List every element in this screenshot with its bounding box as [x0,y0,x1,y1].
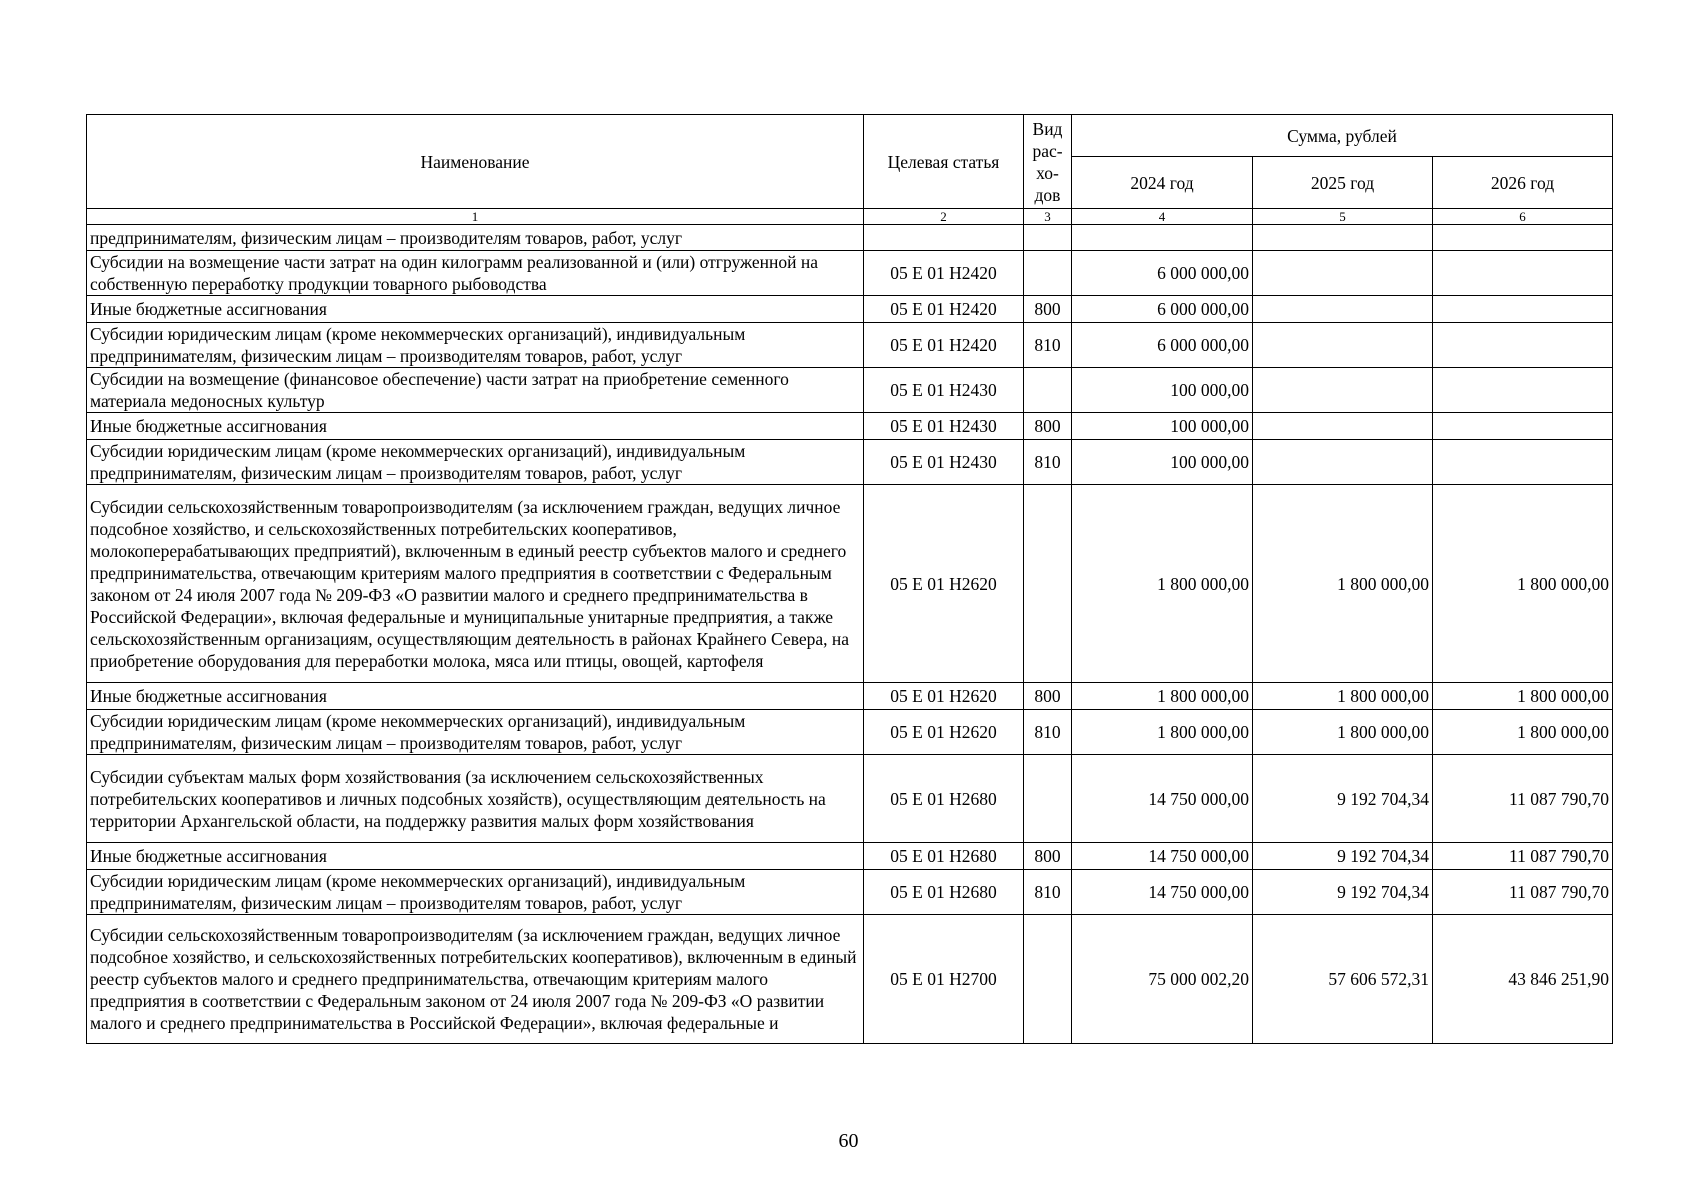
row-target-article: 05 Е 01 Н2620 [864,485,1024,683]
row-name: Субсидии юридическим лицам (кроме некоммерческих организаций), индивидуальным предпринимателям, физическим лицам – производителям товаров, работ, услуг [87,710,864,755]
column-number: 2 [864,209,1024,225]
row-name: Субсидии сельскохозяйственным товаропроизводителям (за исключением граждан, ведущих личное подсобное хозяйство, и сельскохозяйственных потребительских кооперативов, молокоперерабатывающих предприятий), включенным в единый реестр субъектов малого и среднего предпринимательства, отвечающим критериям малого предприятия в соответствии с Федеральным законом от 24 июля 2007 года № 209-ФЗ «О развитии малого и среднего предпринимательства в Российской Федерации», включая федеральные и муниципальные унитарные предприятия, а также сельскохозяйственным организациям, осуществляющим деятельность в районах Крайнего Севера, на приобретение оборудования для переработки молока, мяса или птицы, овощей, картофеля [87,485,864,683]
row-amount-2024: 14 750 000,00 [1072,843,1253,870]
row-name: предпринимателям, физическим лицам – производителям товаров, работ, услуг [87,225,864,251]
row-target-article: 05 Е 01 Н2680 [864,843,1024,870]
row-name: Субсидии сельскохозяйственным товаропроизводителям (за исключением граждан, ведущих личное подсобное хозяйство, и сельскохозяйственных потребительских кооперативов), включенным в единый реестр субъектов малого и среднего предпринимательства, отвечающим критериям малого предприятия в соответствии с Федеральным законом от 24 июля 2007 года № 209-ФЗ «О развитии малого и среднего предпринимательства в Российской Федерации», включая федеральные и [87,915,864,1044]
row-amount-2024: 75 000 002,20 [1072,915,1253,1044]
row-expense-type [1024,485,1072,683]
table-row [87,755,1613,843]
row-amount-2025 [1253,413,1433,440]
row-name: Субсидии юридическим лицам (кроме некоммерческих организаций), индивидуальным предпринимателям, физическим лицам – производителям товаров, работ, услуг [87,440,864,485]
row-amount-2026: 1 800 000,00 [1433,683,1613,710]
row-amount-2025 [1253,323,1433,368]
column-number: 4 [1072,209,1253,225]
row-amount-2026: 11 087 790,70 [1433,870,1613,915]
row-target-article: 05 Е 01 Н2430 [864,440,1024,485]
row-amount-2024: 6 000 000,00 [1072,296,1253,323]
row-expense-type: 810 [1024,440,1072,485]
row-target-article: 05 Е 01 Н2700 [864,915,1024,1044]
row-expense-type [1024,368,1072,413]
column-number-row [87,209,1613,225]
row-amount-2026 [1433,296,1613,323]
row-amount-2025: 1 800 000,00 [1253,683,1433,710]
table-row [87,225,1613,251]
row-amount-2026 [1433,413,1613,440]
row-expense-type [1024,755,1072,843]
row-amount-2024 [1072,225,1253,251]
row-target-article: 05 Е 01 Н2680 [864,755,1024,843]
row-amount-2025 [1253,368,1433,413]
row-name: Субсидии юридическим лицам (кроме некоммерческих организаций), индивидуальным предпринимателям, физическим лицам – производителям товаров, работ, услуг [87,870,864,915]
table-row [87,413,1613,440]
table-header [87,115,1613,225]
row-amount-2024: 100 000,00 [1072,368,1253,413]
row-name: Субсидии юридическим лицам (кроме некоммерческих организаций), индивидуальным предпринимателям, физическим лицам – производителям товаров, работ, услуг [87,323,864,368]
row-amount-2025 [1253,296,1433,323]
row-amount-2025 [1253,251,1433,296]
table-body [87,225,1613,1044]
header-year-2025: 2025 год [1253,157,1433,209]
table-row [87,440,1613,485]
row-amount-2024: 1 800 000,00 [1072,710,1253,755]
row-amount-2026 [1433,368,1613,413]
column-number: 6 [1433,209,1613,225]
row-amount-2026 [1433,225,1613,251]
row-target-article: 05 Е 01 Н2620 [864,710,1024,755]
header-target-article: Целевая статья [864,115,1024,209]
row-target-article: 05 Е 01 Н2430 [864,413,1024,440]
header-year-2026: 2026 год [1433,157,1613,209]
row-target-article: 05 Е 01 Н2420 [864,296,1024,323]
row-amount-2025: 9 192 704,34 [1253,755,1433,843]
row-expense-type [1024,251,1072,296]
row-expense-type [1024,915,1072,1044]
row-amount-2026 [1433,251,1613,296]
row-amount-2025: 57 606 572,31 [1253,915,1433,1044]
row-target-article: 05 Е 01 Н2420 [864,323,1024,368]
header-name: Наименование [87,115,864,209]
column-number: 5 [1253,209,1433,225]
row-amount-2025: 9 192 704,34 [1253,870,1433,915]
row-target-article: 05 Е 01 Н2430 [864,368,1024,413]
row-name: Иные бюджетные ассигнования [87,413,864,440]
row-expense-type: 810 [1024,870,1072,915]
row-expense-type: 810 [1024,323,1072,368]
header-expense-type: Вид рас- хо- дов [1024,115,1072,209]
row-amount-2025: 1 800 000,00 [1253,710,1433,755]
row-name: Субсидии на возмещение части затрат на один килограмм реализованной и (или) отгруженной на собственную переработку продукции товарного рыбоводства [87,251,864,296]
row-amount-2024: 14 750 000,00 [1072,755,1253,843]
column-number: 1 [87,209,864,225]
budget-table [86,114,1613,1044]
row-amount-2024: 100 000,00 [1072,440,1253,485]
row-expense-type: 800 [1024,683,1072,710]
row-amount-2025: 1 800 000,00 [1253,485,1433,683]
header-year-2024: 2024 год [1072,157,1253,209]
row-name: Иные бюджетные ассигнования [87,683,864,710]
row-target-article: 05 Е 01 Н2420 [864,251,1024,296]
table-row [87,870,1613,915]
row-expense-type: 810 [1024,710,1072,755]
row-expense-type: 800 [1024,843,1072,870]
row-amount-2026: 11 087 790,70 [1433,755,1613,843]
row-amount-2024: 6 000 000,00 [1072,323,1253,368]
row-amount-2026: 11 087 790,70 [1433,843,1613,870]
row-amount-2024: 6 000 000,00 [1072,251,1253,296]
row-amount-2026 [1433,440,1613,485]
row-target-article: 05 Е 01 Н2680 [864,870,1024,915]
row-name: Иные бюджетные ассигнования [87,843,864,870]
row-amount-2025: 9 192 704,34 [1253,843,1433,870]
table-row [87,843,1613,870]
row-amount-2025 [1253,225,1433,251]
table-row [87,683,1613,710]
row-name: Иные бюджетные ассигнования [87,296,864,323]
table-row [87,323,1613,368]
table-row [87,296,1613,323]
table-row [87,251,1613,296]
row-target-article [864,225,1024,251]
row-amount-2026: 1 800 000,00 [1433,710,1613,755]
row-amount-2026 [1433,323,1613,368]
row-expense-type [1024,225,1072,251]
row-name: Субсидии на возмещение (финансовое обеспечение) части затрат на приобретение семенного материала медоносных культур [87,368,864,413]
header-sum: Сумма, рублей [1072,115,1613,157]
row-amount-2024: 1 800 000,00 [1072,683,1253,710]
row-expense-type: 800 [1024,296,1072,323]
row-amount-2024: 14 750 000,00 [1072,870,1253,915]
row-expense-type: 800 [1024,413,1072,440]
table-row [87,485,1613,683]
table-row [87,915,1613,1044]
page-number: 60 [838,1130,859,1152]
row-amount-2025 [1253,440,1433,485]
column-number: 3 [1024,209,1072,225]
row-amount-2026: 1 800 000,00 [1433,485,1613,683]
row-name: Субсидии субъектам малых форм хозяйствования (за исключением сельскохозяйственных потребительских кооперативов и личных подсобных хозяйств), осуществляющим деятельность на территории Архангельской области, на поддержку развития малых форм хозяйствования [87,755,864,843]
table-row [87,710,1613,755]
row-amount-2024: 100 000,00 [1072,413,1253,440]
row-target-article: 05 Е 01 Н2620 [864,683,1024,710]
row-amount-2026: 43 846 251,90 [1433,915,1613,1044]
table-row [87,368,1613,413]
row-amount-2024: 1 800 000,00 [1072,485,1253,683]
